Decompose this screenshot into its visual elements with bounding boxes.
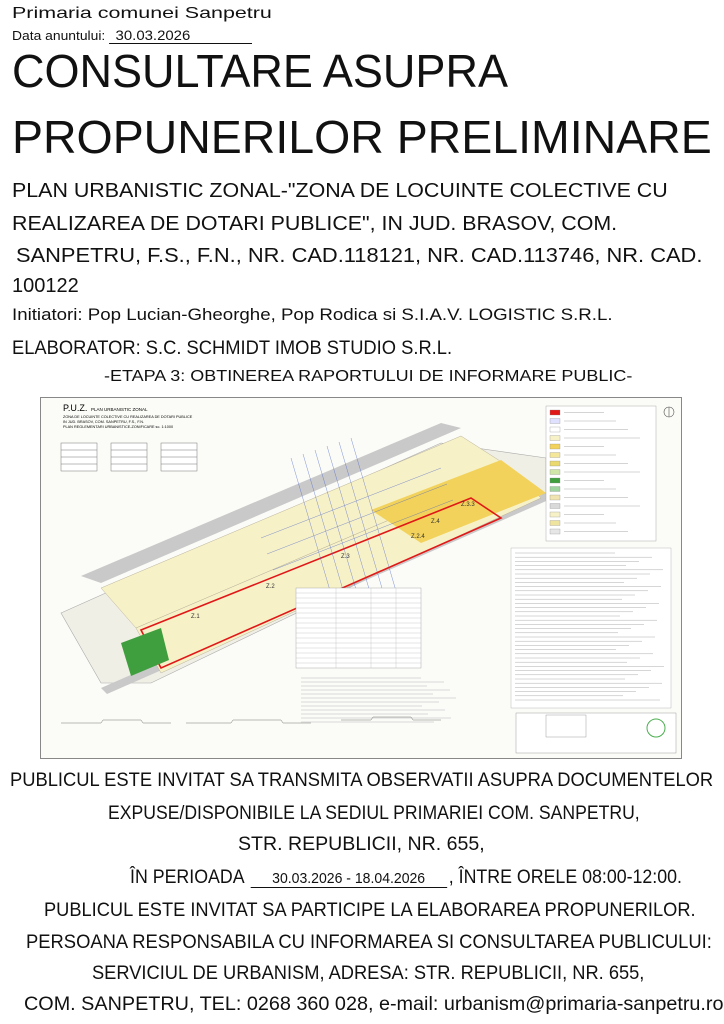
- plan-title-line1: PLAN URBANISTIC ZONAL-"ZONA DE LOCUINTE COLECTIVE CU: [12, 180, 668, 202]
- notice-line2: EXPUSE/DISPONIBILE LA SEDIUL PRIMARIEI COM. SANPETRU,: [108, 803, 640, 824]
- notice-line1: PUBLICUL ESTE INVITAT SA TRANSMITA OBSERVATII ASUPRA DOCUMENTELOR: [10, 770, 714, 791]
- period-value: 30.03.2026 - 18.04.2026: [250, 870, 446, 888]
- date-value: 30.03.2026: [109, 27, 252, 44]
- notice-line6: SERVICIUL DE URBANISM, ADRESA: STR. REPUBLICII, NR. 655,: [92, 963, 645, 984]
- legend-swatch: [550, 444, 560, 449]
- notes-block: [511, 548, 671, 708]
- legend-swatch: [550, 453, 560, 458]
- legend-swatch: [550, 529, 560, 534]
- contact-line: COM. SANPETRU, TEL: 0268 360 028, e-mail: urbanism@primaria-sanpetru.ro: [24, 994, 724, 1015]
- notice-line3: STR. REPUBLICII, NR. 655,: [238, 834, 485, 855]
- period-prefix: ÎN PERIOADA: [130, 867, 244, 888]
- plot-label-4: Z.4: [431, 519, 440, 525]
- urban-plan-svg: [41, 398, 681, 758]
- page-title-line2: PROPUNERILOR PRELIMINARE: [12, 111, 712, 163]
- announcement-date: [12, 27, 252, 44]
- notice-line5: PERSOANA RESPONSABILA CU INFORMAREA SI CONSULTAREA PUBLICULUI:: [26, 932, 712, 953]
- stage-label: -ETAPA 3: OBTINEREA RAPORTULUI DE INFORMARE PUBLIC-: [104, 368, 633, 385]
- plot-label-1: Z.1: [191, 614, 200, 620]
- plan-title-line4: 100122: [12, 275, 79, 297]
- plan-title-line2: REALIZAREA DE DOTARI PUBLICE", IN JUD. BRASOV, COM.: [12, 213, 618, 235]
- footnotes: [301, 678, 456, 722]
- legend-swatch: [550, 478, 560, 483]
- legend-swatch: [550, 419, 560, 424]
- plot-label-3: Z.3: [341, 554, 350, 560]
- plot-label-5: Z.2.4: [411, 534, 425, 540]
- elaborator: ELABORATOR: S.C. SCHMIDT IMOB STUDIO S.R.L.: [12, 338, 453, 359]
- legend-swatch: [550, 461, 560, 466]
- legend-swatch: [550, 427, 560, 432]
- summary-tables: [61, 443, 197, 471]
- sheet-subtitle: PLAN URBANISTIC ZONAL: [91, 407, 148, 412]
- legend-swatch: [550, 436, 560, 441]
- page-title-line1: CONSULTARE ASUPRA: [12, 45, 508, 97]
- legend-swatch: [550, 410, 560, 415]
- sheet-line2: ZONA DE LOCUINTE COLECTIVE CU REALIZAREA DE DOTARI PUBLICE: [63, 415, 193, 419]
- legend-swatch: [550, 495, 560, 500]
- legend-swatch: [550, 512, 560, 517]
- notice-line4: PUBLICUL ESTE INVITAT SA PARTICIPE LA ELABORAREA PROPUNERILOR.: [44, 900, 696, 921]
- north-arrow-icon: [664, 407, 674, 417]
- legend-swatch: [550, 470, 560, 475]
- title-block: [516, 713, 676, 753]
- issuer-name: Primaria comunei Sanpetru: [12, 5, 272, 22]
- initiators: Initiatori: Pop Lucian-Gheorghe, Pop Rodica si S.I.A.V. LOGISTIC S.R.L.: [12, 305, 613, 324]
- date-label: Data anuntului:: [12, 28, 106, 43]
- sheet-line3: IN JUD. BRASOV, COM. SANPETRU, F.S., F.N.: [63, 420, 145, 424]
- legend-swatch: [550, 487, 560, 492]
- sheet-line4: PLAN REGLEMENTARI URBANISTICE-ZONIFICARE sc. 1:1000: [63, 425, 174, 429]
- legend-swatch: [550, 521, 560, 526]
- consultation-period: [130, 867, 682, 889]
- legend: [546, 406, 656, 541]
- plot-label-6: Z.3.3: [461, 502, 475, 508]
- legend-swatch: [550, 504, 560, 509]
- plot-label-2: Z.2: [266, 584, 275, 590]
- plan-title-line3: SANPETRU, F.S., F.N., NR. CAD.118121, NR. CAD.113746, NR. CAD.: [16, 245, 703, 267]
- sheet-title: P.U.Z.: [63, 403, 88, 413]
- period-suffix: , ÎNTRE ORELE 08:00-12:00.: [448, 867, 682, 888]
- urban-plan-drawing: [40, 397, 682, 759]
